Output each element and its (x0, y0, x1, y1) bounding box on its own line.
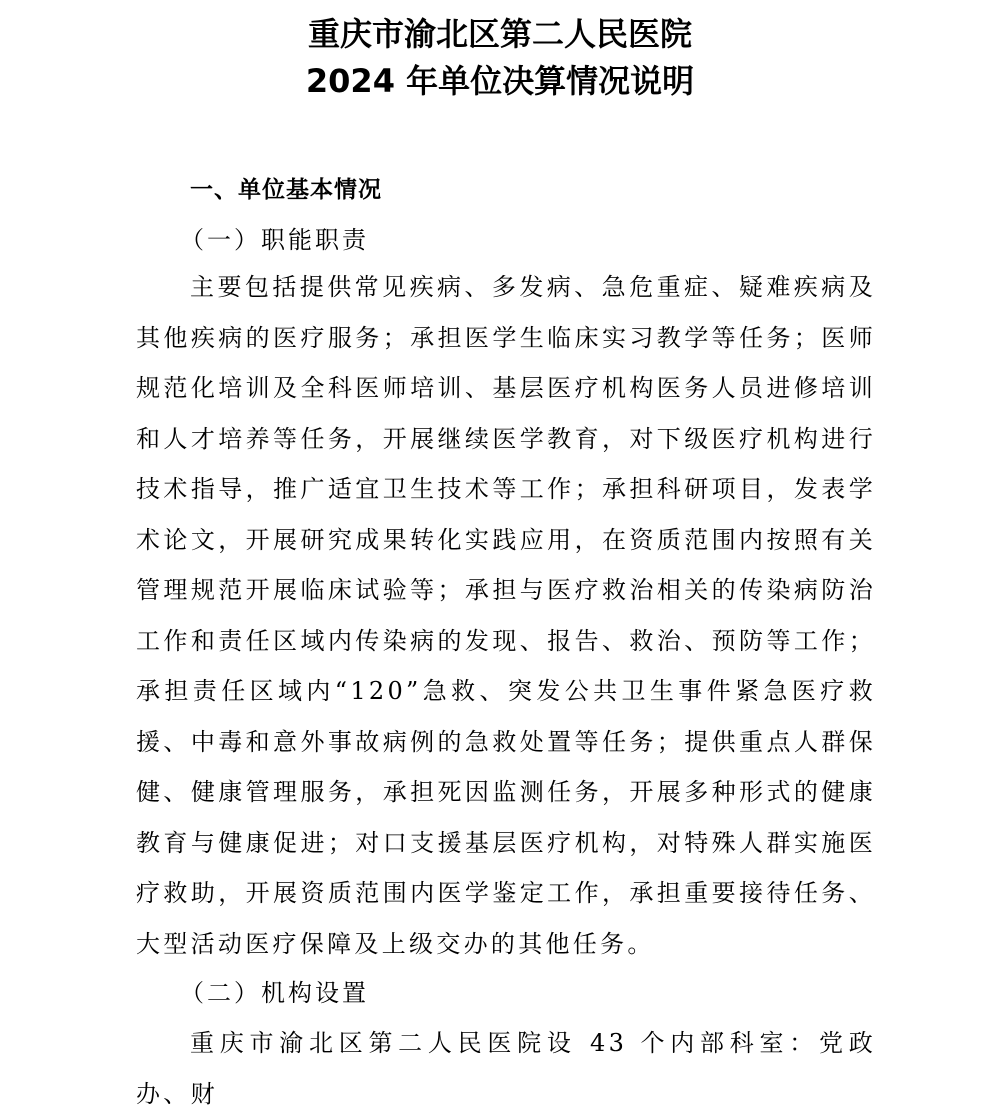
organization-paragraph: 重庆市渝北区第二人民医院设 43 个内部科室：党政办、财 (136, 1029, 876, 1108)
document-title-line-1: 重庆市渝北区第二人民医院 (307, 15, 692, 53)
subsection-heading-organization: （二）机构设置 (180, 979, 369, 1007)
section-heading-basic-info: 一、单位基本情况 (190, 177, 382, 203)
document-title-line-2: 2024 年单位决算情况说明 (305, 62, 695, 100)
subsection-heading-functions: （一）职能职责 (180, 226, 369, 254)
functions-paragraph: 主要包括提供常见疾病、多发病、急危重症、疑难疾病及其他疾病的医疗服务；承担医学生临床实习教学等任务；医师规范化培训及全科医师培训、基层医疗机构医务人员进修培训和人才培养等任务，开展继续医学教育，对下级医疗机构进行技术指导，推广适宜卫生技术等工作；承担科研项目，发表学术论文，开展研究成果转化实践应用，在资质范围内按照有关管理规范开展临床试验等；承担与医疗救治相关的传染病防治工作和责任区域内传染病的发现、报告、救治、预防等工作；承担责任区域内“120”急救、突发公共卫生事件紧急医疗救援、中毒和意外事故病例的急救处置等任务；提供重点人群保健、健康管理服务，承担死因监测任务，开展多种形式的健康教育与健康促进；对口支援基层医疗机构，对特殊人群实施医疗救助，开展资质范围内医学鉴定工作，承担重要接待任务、大型活动医疗保障及上级交办的其他任务。 (136, 273, 876, 958)
